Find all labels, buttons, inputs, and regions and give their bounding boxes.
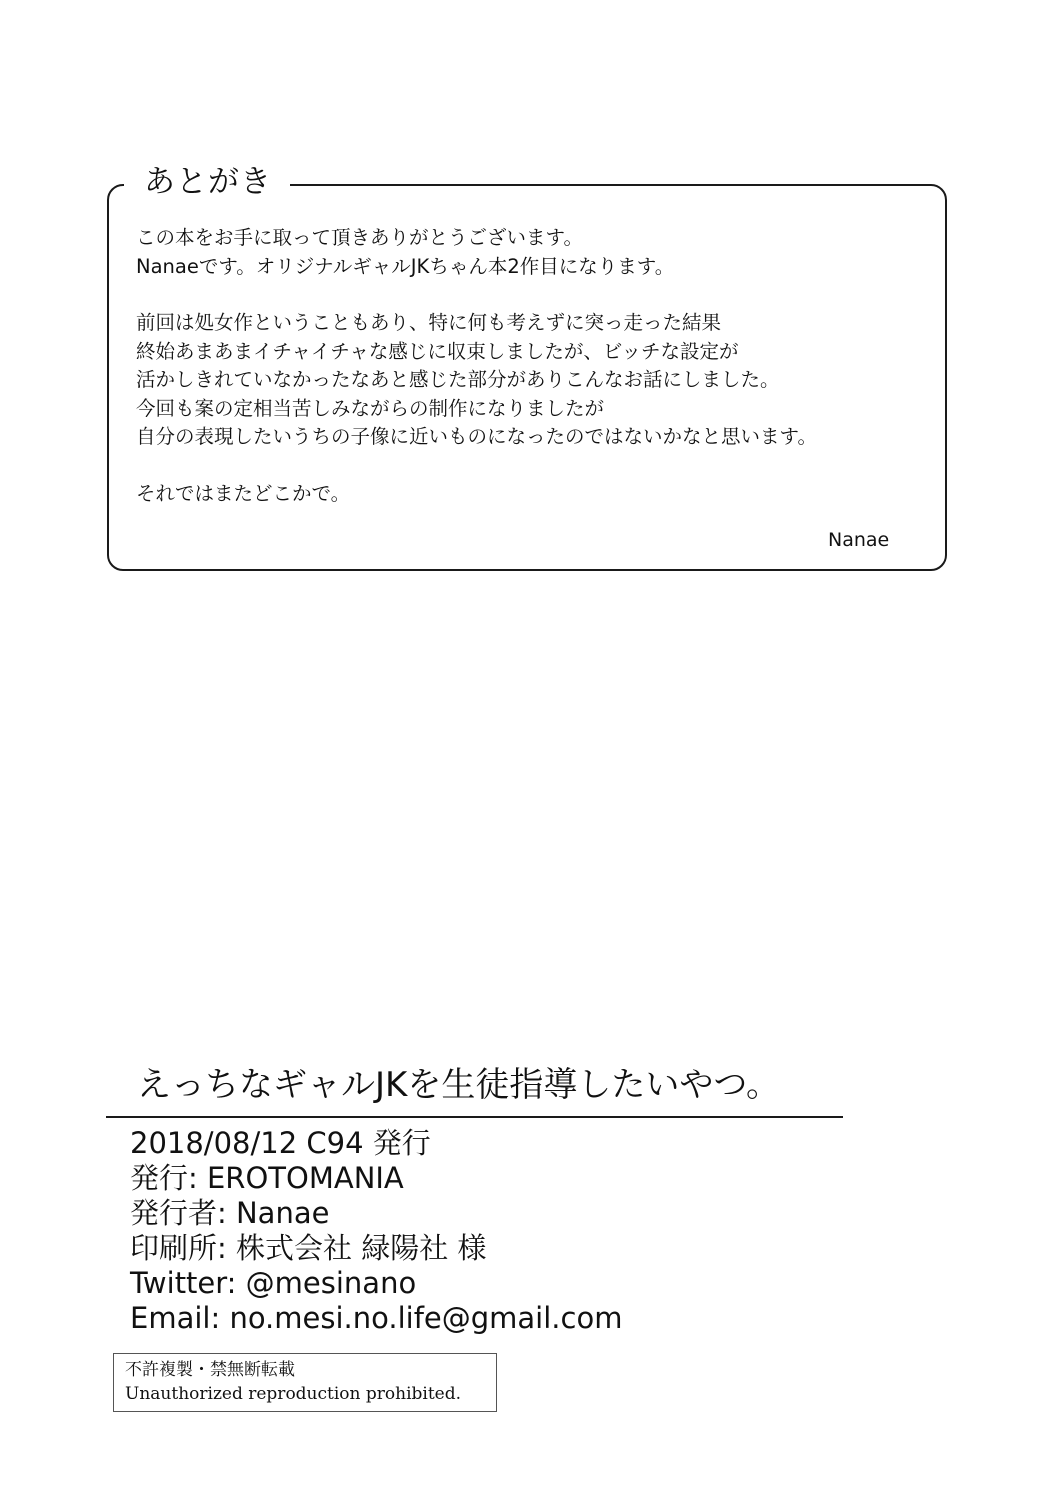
afterword-line: 今回も案の定相当苦しみながらの制作になりましたが	[136, 396, 605, 420]
printer: 印刷所: 株式会社 緑陽社 様	[130, 1231, 487, 1265]
afterword-line: 前回は処女作ということもあり、特に何も考えずに突っ走った結果	[136, 311, 722, 334]
publisher: 発行: EROTOMANIA	[130, 1161, 404, 1195]
afterword-line: 自分の表現したいうちの子像に近いものになったのではないかなと思います。	[136, 425, 817, 448]
afterword-line: Nanaeです。オリジナルギャルJKちゃん本2作目になります。	[136, 254, 675, 278]
copyright-notice-jp: 不許複製・禁無断転載	[125, 1360, 295, 1380]
afterword-line: それではまたどこかで。	[136, 481, 351, 505]
email-address: Email: no.mesi.no.life@gmail.com	[130, 1301, 623, 1335]
twitter-handle: Twitter: @mesinano	[130, 1266, 417, 1300]
title-divider	[106, 1116, 843, 1118]
afterword-line: 終始あまあまイチャイチャな感じに収束しましたが、ビッチな設定が	[136, 339, 739, 363]
issuer: 発行者: Nanae	[130, 1196, 330, 1230]
afterword-body	[136, 224, 926, 536]
copyright-notice-en: Unauthorized reproduction prohibited.	[125, 1384, 462, 1404]
book-title: えっちなギャルJKを生徒指導したいやつ。	[137, 1065, 780, 1105]
afterword-paragraph-3	[136, 480, 926, 509]
copyright-notice	[113, 1353, 497, 1412]
afterword-paragraph-1	[136, 224, 926, 281]
afterword-line: この本をお手に取って頂きありがとうございます。	[136, 226, 583, 249]
colophon-info	[130, 1126, 622, 1336]
afterword-line: 活かしきれていなかったなあと感じた部分がありこんなお話にしました。	[136, 368, 780, 391]
afterword-signature: Nanae	[828, 529, 890, 551]
publish-date: 2018/08/12 C94 発行	[130, 1126, 431, 1160]
afterword-title: あとがき	[124, 160, 290, 204]
afterword-paragraph-2	[136, 309, 926, 452]
